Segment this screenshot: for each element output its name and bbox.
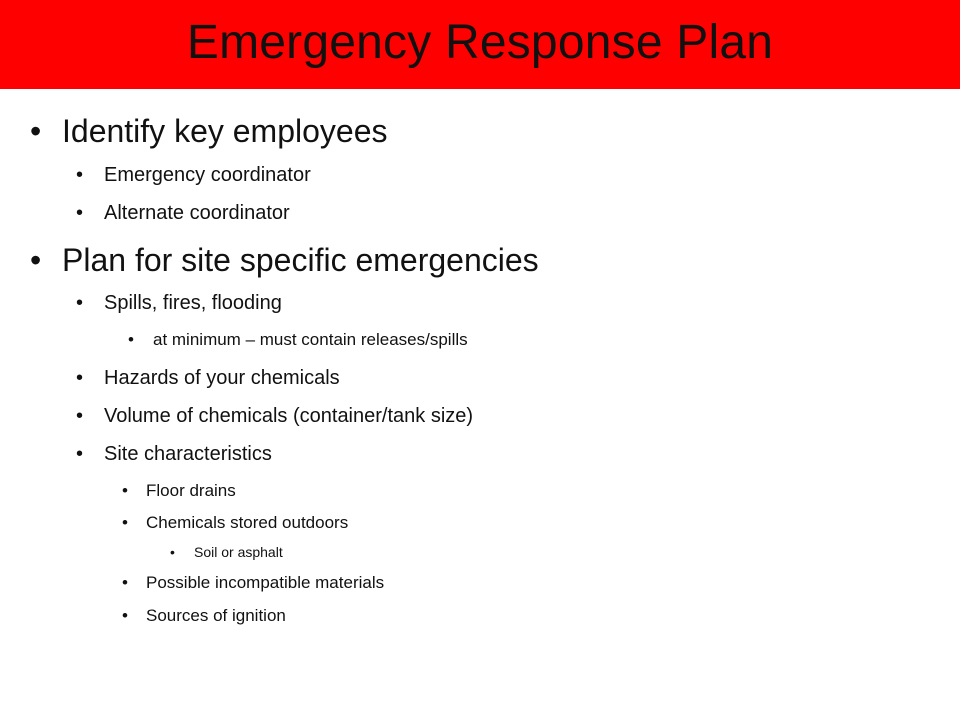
bullet-item: Spills, fires, flooding — [104, 292, 282, 314]
bullet-item: Sources of ignition — [146, 606, 286, 625]
bullet-item: Site characteristics — [104, 443, 272, 465]
bullet-item: Alternate coordinator — [104, 202, 290, 224]
bullet-item: Emergency coordinator — [104, 164, 311, 186]
bullet-icon: • — [128, 330, 134, 349]
bullet-item: Soil or asphalt — [194, 544, 283, 560]
bullet-item: Volume of chemicals (container/tank size) — [104, 405, 474, 427]
bullet-icon: • — [122, 481, 128, 500]
bullet-item: Chemicals stored outdoors — [146, 513, 349, 532]
bullet-item: Possible incompatible materials — [146, 573, 385, 592]
bullet-icon: • — [76, 202, 84, 224]
bullet-icon: • — [76, 367, 84, 389]
bullet-item: Floor drains — [146, 481, 236, 500]
bullet-icon: • — [30, 242, 42, 278]
bullet-icon: • — [30, 113, 42, 149]
bullet-icon: • — [122, 573, 128, 592]
bullet-icon: • — [170, 544, 175, 560]
bullet-icon: • — [76, 405, 84, 427]
bullet-item: Plan for site specific emergencies — [62, 242, 539, 278]
bullet-icon: • — [76, 292, 84, 314]
bullet-item: at minimum – must contain releases/spills — [153, 330, 468, 349]
slide-title: Emergency Response Plan — [186, 16, 774, 69]
bullet-icon: • — [122, 513, 128, 532]
bullet-item: Hazards of your chemicals — [104, 367, 340, 389]
bullet-item: Identify key employees — [62, 113, 388, 149]
bullet-icon: • — [76, 443, 84, 465]
bullet-icon: • — [76, 164, 84, 186]
bullet-icon: • — [122, 606, 128, 625]
